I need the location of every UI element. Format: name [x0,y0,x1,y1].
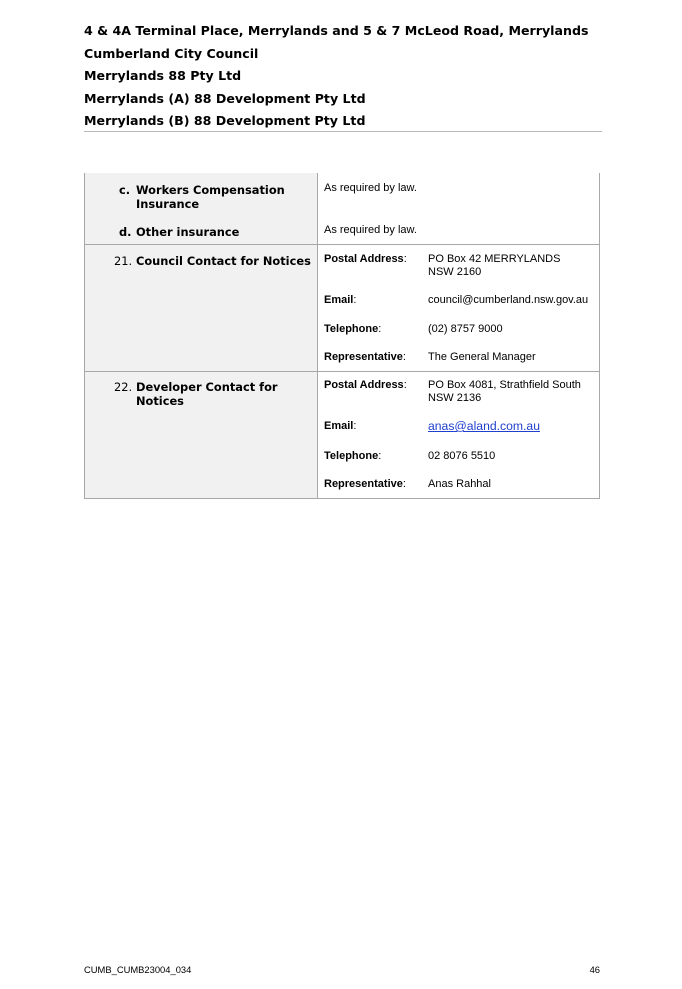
table-border-left [84,173,85,499]
developer-contact-label-line2: Notices [136,394,184,408]
schedule-label-column [84,173,317,499]
developer-email-link[interactable]: anas@aland.com.au [428,419,540,433]
developer-contact-label-line1: Developer Contact for [136,380,278,394]
developer-telephone-value: 02 8076 5510 [428,450,496,462]
developer-representative-value: Anas Rahhal [428,478,491,490]
council-postal-address-line2: NSW 2160 [428,266,482,278]
header-line-party-2: Merrylands (A) 88 Development Pty Ltd [84,90,366,106]
footer-document-reference: CUMB_CUMB23004_034 [84,964,192,975]
council-representative-label: Representative: [324,351,406,363]
council-telephone-value: (02) 8757 9000 [428,323,503,335]
council-contact-number: 21. [114,254,133,268]
insurance-item-d-number: d. [119,225,132,239]
council-postal-address-line1: PO Box 42 MERRYLANDS [428,253,561,265]
header-line-project: 4 & 4A Terminal Place, Merrylands and 5 & 7 McLeod Road, Merrylands [84,23,589,38]
header-line-council: Cumberland City Council [84,45,259,61]
developer-postal-address-line1: PO Box 4081, Strathfield South [428,379,581,391]
developer-telephone-label: Telephone: [324,450,382,462]
council-representative-value: The General Manager [428,351,536,363]
document-header [84,22,602,135]
developer-representative-label: Representative: [324,478,406,490]
table-border-right [599,173,600,499]
insurance-item-c-label-line1: Workers Compensation [136,183,285,197]
insurance-item-c-value: As required by law. [324,182,417,194]
insurance-item-c-number: c. [119,183,131,197]
table-border-bottom [84,498,600,499]
council-postal-address-label: Postal Address: [324,253,407,265]
row-divider-21 [84,244,600,245]
header-line-party-1: Merrylands 88 Pty Ltd [84,68,242,83]
developer-postal-address-line2: NSW 2136 [428,392,482,404]
schedule-table [84,173,600,499]
table-border-middle [317,173,318,499]
developer-contact-number: 22. [114,380,133,394]
developer-postal-address-label: Postal Address: [324,379,407,391]
insurance-item-d-label: Other insurance [136,225,240,239]
council-email-value: council@cumberland.nsw.gov.au [428,294,589,306]
insurance-item-d-value: As required by law. [324,224,417,236]
header-divider [84,131,602,132]
council-contact-label: Council Contact for Notices [136,254,311,268]
header-line-party-3: Merrylands (B) 88 Development Pty Ltd [84,113,366,128]
council-email-label: Email: [324,294,357,306]
footer-page-number: 46 [589,964,600,975]
council-telephone-label: Telephone: [324,323,382,335]
row-divider-22 [84,371,600,372]
developer-email-label: Email: [324,420,357,432]
insurance-item-c-label-line2: Insurance [136,197,200,211]
